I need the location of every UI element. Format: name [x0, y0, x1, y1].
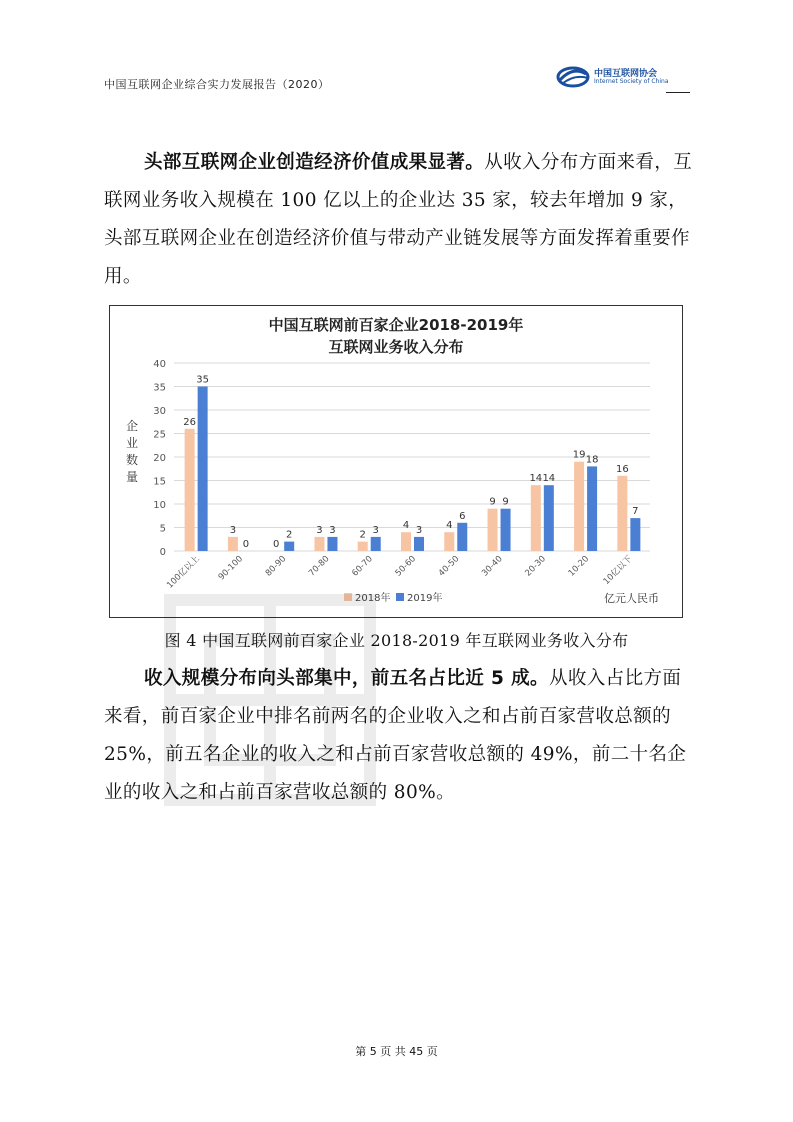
data-label: 16 [615, 463, 629, 475]
legend-swatch [396, 593, 404, 601]
data-label: 6 [459, 510, 466, 522]
bar-2018 [401, 532, 411, 551]
data-label: 3 [329, 524, 336, 536]
bar-2019 [414, 537, 424, 551]
watermark-logo [150, 580, 390, 820]
bar-2018 [574, 462, 584, 551]
bar-2019 [587, 466, 597, 551]
data-label: 0 [272, 539, 280, 550]
bar-2018 [358, 542, 368, 551]
data-label: 14 [542, 473, 556, 485]
x-tick-label: 60-70 [350, 554, 375, 579]
y-axis-label-char: 量 [125, 470, 139, 484]
x-tick-label: 80-90 [263, 554, 289, 579]
x-tick-label: 40-50 [436, 554, 462, 579]
chart-svg [110, 306, 682, 617]
y-tick-label: 35 [153, 382, 166, 394]
bar-2018 [185, 429, 195, 551]
x-tick-label: 20-30 [523, 554, 548, 579]
x-tick-label: 70-80 [307, 554, 332, 579]
data-label: 3 [316, 524, 323, 536]
isc-logo [556, 64, 696, 94]
data-label: 7 [632, 506, 639, 518]
data-label: 19 [572, 449, 586, 461]
header-rule [666, 92, 690, 93]
y-tick-label: 15 [153, 476, 166, 488]
page-footer: 第 5 页 共 45 页 [355, 1045, 438, 1058]
data-label: 2 [285, 529, 293, 541]
data-label: 0 [242, 539, 250, 550]
y-axis-label-char: 数 [125, 453, 139, 467]
bar-2018 [488, 509, 498, 551]
x-tick-label: 90-100 [216, 554, 246, 583]
legend-label: 2018年 [355, 593, 391, 604]
bar-2019 [284, 542, 294, 551]
x-axis-unit-label: 亿元人民币 [604, 592, 659, 605]
data-label: 3 [372, 524, 379, 536]
bar-2019 [198, 387, 208, 552]
logo-text-en: Internet Society of China [594, 78, 669, 85]
x-tick-label: 30-40 [480, 554, 505, 579]
paragraph-1 [104, 144, 694, 296]
revenue-distribution-chart [109, 305, 683, 618]
isc-logo-icon [556, 64, 592, 90]
paragraph-2-body: 从收入占比方面来看，前百家企业中排名前两名的企业收入之和占前百家营收总额的 25%，前五名企业的收入之和占前百家营收总额的 49%，前二十名企业的收入之和占前百家营收总额的 80%。 [104, 668, 687, 803]
data-label: 18 [585, 454, 599, 466]
chart-subtitle: 互联网业务收入分布 [328, 338, 464, 356]
x-tick-label: 10-20 [566, 554, 592, 579]
bar-2019 [327, 537, 337, 551]
x-tick-label: 10亿以下 [601, 554, 635, 587]
data-label: 9 [502, 496, 509, 508]
logo-text-cn: 中国互联网协会 [594, 69, 658, 79]
data-label: 3 [229, 524, 237, 536]
bar-2018 [444, 532, 454, 551]
y-tick-label: 0 [159, 547, 166, 558]
paragraph-1-body: 从收入分布方面来看，互联网业务收入规模在 100 亿以上的企业达 35 家，较去年增加 9 家，头部互联网企业在创造经济价值与带动产业链发展等方面发挥着重要作用。 [104, 152, 693, 287]
bar-2019 [544, 485, 554, 551]
x-tick-label: 100亿以上 [165, 554, 202, 591]
bar-2019 [501, 509, 511, 551]
y-tick-label: 30 [153, 406, 166, 417]
y-axis-label-char: 企 [125, 419, 139, 433]
data-label: 4 [402, 520, 410, 532]
data-label: 26 [183, 416, 197, 428]
bar-2018 [617, 476, 627, 551]
data-label: 35 [196, 374, 210, 386]
data-label: 14 [529, 473, 543, 485]
y-tick-label: 40 [153, 359, 166, 370]
y-tick-label: 20 [153, 453, 166, 464]
y-tick-label: 5 [159, 523, 166, 535]
paragraph-2-lead: 收入规模分布向头部集中，前五名占比近 5 成。 [144, 668, 549, 689]
paragraph-1-lead: 头部互联网企业创造经济价值成果显著。 [144, 152, 485, 173]
y-tick-label: 10 [153, 500, 166, 511]
bar-2019 [371, 537, 381, 551]
bar-2019 [630, 518, 640, 551]
report-header-title: 中国互联网企业综合实力发展报告（2020） [104, 78, 330, 91]
x-tick-label: 50-60 [393, 554, 419, 579]
chart-title: 中国互联网前百家企业2018-2019年 [268, 316, 524, 334]
bar-2018 [531, 485, 541, 551]
data-label: 4 [446, 520, 453, 532]
y-axis-label-char: 业 [125, 436, 139, 450]
y-tick-label: 25 [153, 429, 166, 441]
figure-caption: 图 4 中国互联网前百家企业 2018-2019 年互联网业务收入分布 [164, 631, 629, 650]
data-label: 9 [489, 496, 496, 508]
data-label: 2 [359, 529, 366, 541]
bar-2018 [228, 537, 238, 551]
bar-2019 [457, 523, 467, 551]
bar-2018 [314, 537, 324, 551]
legend-label: 2019年 [407, 593, 443, 604]
data-label: 3 [415, 524, 423, 536]
